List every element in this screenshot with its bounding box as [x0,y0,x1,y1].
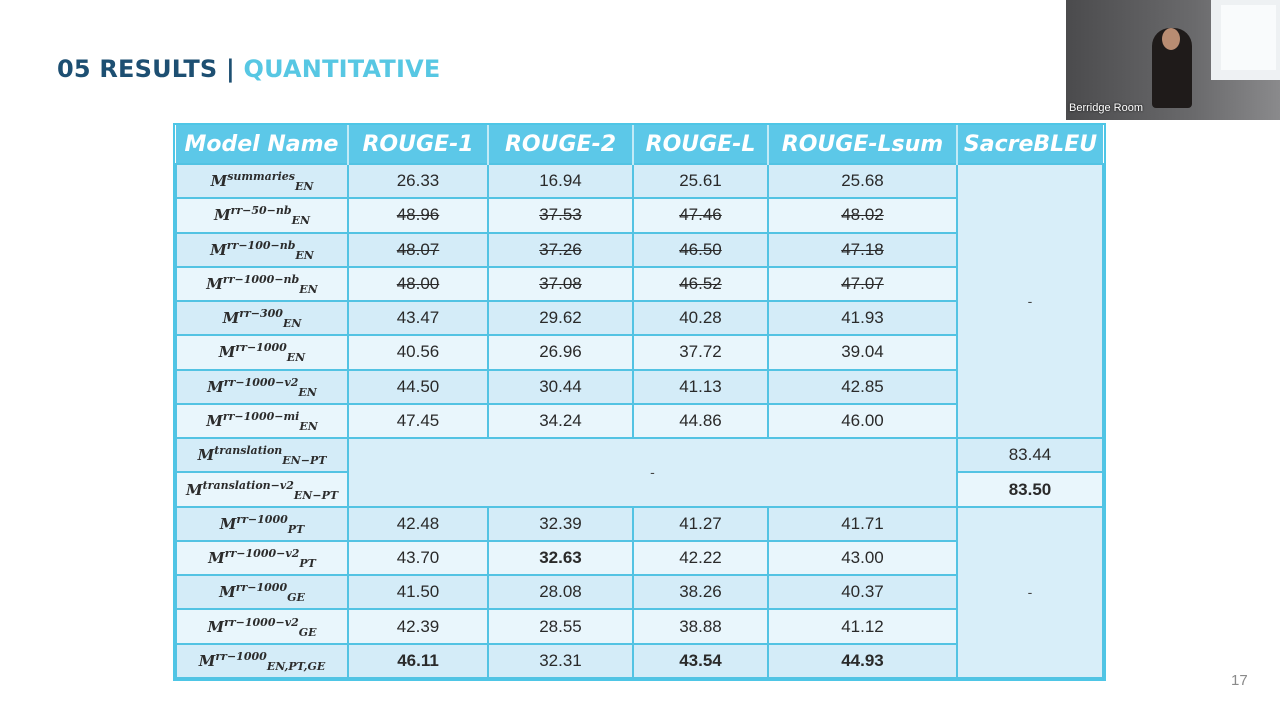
rouge-lsum-cell: 41.93 [768,301,957,335]
model-subscript: PT [299,557,316,571]
rouge-2-cell: 16.94 [488,164,633,198]
model-superscript: rr−1000−v2 [224,547,300,561]
rouge-lsum-cell: 25.68 [768,164,957,198]
model-name-cell [176,541,348,575]
sacrebleu-cell: 83.50 [957,472,1103,506]
model-name-cell [176,575,348,609]
results-table-container [173,123,1106,681]
model-subscript: EN [294,180,314,194]
rouge-lsum-cell: 41.71 [768,507,957,541]
header-rouge-1: ROUGE-1 [348,125,488,164]
table-row [176,164,1103,198]
rouge-l-cell: 42.22 [633,541,768,575]
header-rouge-l: ROUGE-L [633,125,768,164]
rouge-1-cell: 48.96 [348,198,488,232]
rouge-1-cell: 43.70 [348,541,488,575]
model-name-cell [176,609,348,643]
model-superscript: translation [214,444,283,458]
speaker-video-thumbnail[interactable] [1066,0,1280,120]
rouge-lsum-cell: 42.85 [768,370,957,404]
model-letter: M [222,309,240,328]
rouge-lsum-cell: 40.37 [768,575,957,609]
rouge-l-cell: 38.26 [633,575,768,609]
rouge-l-cell: 46.50 [633,233,768,267]
header-rouge-2: ROUGE-2 [488,125,633,164]
model-subscript: EN−PT [293,488,339,502]
room-label: Berridge Room [1069,102,1143,114]
model-subscript: EN−PT [282,454,327,468]
rouge-2-cell: 30.44 [488,370,633,404]
rouge-empty-cell-translation: - [348,438,957,507]
model-subscript: EN [299,282,318,296]
rouge-1-cell: 42.39 [348,609,488,643]
rouge-l-cell: 25.61 [633,164,768,198]
rouge-1-cell: 42.48 [348,507,488,541]
rouge-2-cell: 26.96 [488,335,633,369]
header-rouge-lsum: ROUGE-Lsum [768,125,957,164]
model-superscript: rr−1000 [215,649,267,663]
rouge-1-cell: 43.47 [348,301,488,335]
model-subscript: EN [282,317,302,331]
rouge-l-cell: 40.28 [633,301,768,335]
slide-title-separator: | [217,55,244,83]
model-letter: M [219,514,237,533]
model-letter: M [219,583,236,602]
rouge-2-cell: 32.63 [488,541,633,575]
rouge-l-cell: 41.13 [633,370,768,404]
model-superscript: summaries [227,170,295,184]
projector-screen-content [1221,5,1276,70]
rouge-2-cell: 37.53 [488,198,633,232]
model-name-cell [176,438,348,472]
slide-title-section: 05 RESULTS [57,55,218,83]
rouge-1-cell: 48.07 [348,233,488,267]
table-row [176,507,1103,541]
model-letter: M [198,651,216,670]
model-superscript: rr−300 [239,307,283,321]
table-header-row [176,125,1103,164]
rouge-l-cell: 44.86 [633,404,768,438]
rouge-l-cell: 38.88 [633,609,768,643]
model-subscript: EN,PT,GE [266,659,326,673]
rouge-lsum-cell: 47.07 [768,267,957,301]
model-name-cell [176,164,348,198]
rouge-2-cell: 34.24 [488,404,633,438]
model-superscript: rr−1000 [235,341,287,355]
model-superscript: rr−1000−v2 [223,375,299,389]
model-name-cell [176,404,348,438]
rouge-1-cell: 26.33 [348,164,488,198]
model-letter: M [197,446,215,465]
model-letter: M [207,377,224,396]
model-letter: M [208,549,225,568]
speaker-head [1162,28,1180,50]
rouge-lsum-cell: 41.12 [768,609,957,643]
rouge-lsum-cell: 46.00 [768,404,957,438]
slide-title [57,55,440,83]
model-name-cell [176,370,348,404]
table-row [176,438,1103,472]
sacrebleu-empty-cell-top: - [957,164,1103,438]
rouge-lsum-cell: 44.93 [768,644,957,678]
rouge-l-cell: 47.46 [633,198,768,232]
slide-title-subject: QUANTITATIVE [243,55,441,83]
rouge-1-cell: 47.45 [348,404,488,438]
model-letter: M [218,343,236,362]
model-name-cell [176,198,348,232]
header-model-name: Model Name [176,125,348,164]
model-letter: M [206,411,223,430]
rouge-1-cell: 44.50 [348,370,488,404]
model-letter: M [207,617,225,636]
model-name-cell [176,507,348,541]
model-letter: M [185,480,203,499]
rouge-2-cell: 37.26 [488,233,633,267]
model-letter: M [210,240,227,259]
model-subscript: PT [287,522,305,536]
sacrebleu-empty-cell-bottom: - [957,507,1103,678]
rouge-lsum-cell: 48.02 [768,198,957,232]
rouge-lsum-cell: 47.18 [768,233,957,267]
model-superscript: rr−1000−v2 [224,615,299,629]
model-subscript: GE [287,591,305,605]
rouge-1-cell: 48.00 [348,267,488,301]
model-superscript: translation−v2 [202,478,294,492]
model-letter: M [213,206,231,225]
model-subscript: GE [298,625,317,639]
model-name-cell [176,301,348,335]
model-superscript: rr−100−nb [226,238,296,252]
rouge-lsum-cell: 43.00 [768,541,957,575]
results-table [175,125,1104,679]
model-name-cell [176,267,348,301]
model-subscript: EN [299,419,318,433]
rouge-1-cell: 46.11 [348,644,488,678]
model-superscript: rr−50−nb [230,204,292,218]
model-superscript: rr−1000−nb [222,272,300,286]
rouge-2-cell: 28.55 [488,609,633,643]
model-name-cell [176,335,348,369]
rouge-l-cell: 37.72 [633,335,768,369]
model-letter: M [210,172,228,191]
rouge-l-cell: 41.27 [633,507,768,541]
model-subscript: EN [298,385,317,399]
model-name-cell [176,644,348,678]
page-number: 17 [1231,672,1248,689]
model-letter: M [206,274,223,293]
model-subscript: EN [291,214,311,228]
rouge-l-cell: 46.52 [633,267,768,301]
model-subscript: EN [286,351,306,365]
model-superscript: rr−1000 [235,581,288,595]
model-name-cell [176,472,348,506]
sacrebleu-cell: 83.44 [957,438,1103,472]
rouge-1-cell: 41.50 [348,575,488,609]
rouge-2-cell: 32.31 [488,644,633,678]
rouge-2-cell: 37.08 [488,267,633,301]
rouge-l-cell: 43.54 [633,644,768,678]
rouge-1-cell: 40.56 [348,335,488,369]
header-sacrebleu: SacreBLEU [957,125,1103,164]
model-name-cell [176,233,348,267]
rouge-2-cell: 29.62 [488,301,633,335]
model-superscript: rr−1000−mi [222,409,300,423]
rouge-lsum-cell: 39.04 [768,335,957,369]
rouge-2-cell: 32.39 [488,507,633,541]
model-superscript: rr−1000 [236,512,288,526]
rouge-2-cell: 28.08 [488,575,633,609]
model-subscript: EN [295,248,314,262]
